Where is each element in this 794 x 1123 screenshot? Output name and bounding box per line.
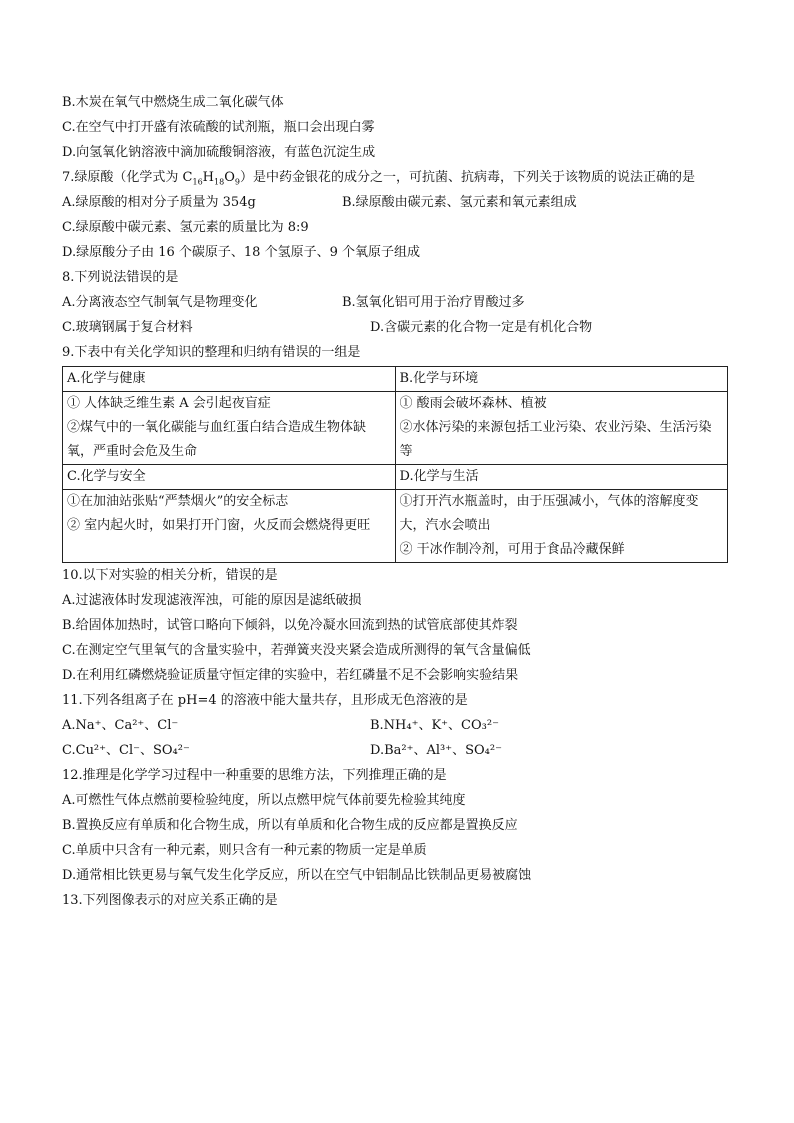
q9-c-item-1: ①在加油站张贴“严禁烟火”的安全标志 [67,494,289,509]
q12-stem: 12.推理是化学学习过程中一种重要的思维方法，下列推理正确的是 [62,768,447,783]
formula-subscript: 9 [234,177,240,187]
q8-option-a: A.分离液态空气制氧气是物理变化 [62,295,258,310]
q9-cell-a-body [63,392,396,465]
q10-option-b: B.给固体加热时，试管口略向下倾斜，以免冷凝水回流到热的试管底部使其炸裂 [62,618,518,633]
q10-option-d: D.在利用红磷燃烧验证质量守恒定律的实验中，若红磷量不足不会影响实验结果 [62,668,519,683]
formula-element: O [224,170,235,185]
q9-table [62,366,728,563]
q6-option-b: B.木炭在氧气中燃烧生成二氧化碳气体 [62,95,284,110]
q9-cell-b-body [395,392,728,465]
q12-option-d: D.通常相比铁更易与氧气发生化学反应，所以在空气中铝制品比铁制品更易被腐蚀 [62,868,532,883]
q10-stem: 10.以下对实验的相关分析，错误的是 [62,568,278,583]
q11-option-d: D.Ba²⁺、Al³⁺、SO₄²⁻ [370,743,502,758]
q8-options-ab [62,290,742,315]
q6-option-d: D.向氢氧化钠溶液中滴加硫酸铜溶液，有蓝色沉淀生成 [62,145,376,160]
q11-option-a: A.Na⁺、Ca²⁺、Cl⁻ [62,718,179,733]
q7-option-b: B.绿原酸由碳元素、氢元素和氧元素组成 [342,195,577,210]
q11-options-cd [62,738,742,763]
q7-option-d: D.绿原酸分子由 16 个碳原子、18 个氢原子、9 个氧原子组成 [62,245,420,260]
q12-option-b: B.置换反应有单质和化合物生成，所以有单质和化合物生成的反应都是置换反应 [62,818,518,833]
question-content [62,90,742,913]
q6-option-c: C.在空气中打开盛有浓硫酸的试剂瓶，瓶口会出现白雾 [62,120,375,135]
q8-option-d: D.含碳元素的化合物一定是有机化合物 [370,320,593,335]
q13-stem: 13.下列图像表示的对应关系正确的是 [62,893,278,908]
q9-cell-d-body [395,490,728,563]
q7-option-c: C.绿原酸中碳元素、氢元素的质量比为 8:9 [62,220,309,235]
q8-option-b: B.氢氧化铝可用于治疗胃酸过多 [342,295,525,310]
q7-stem-part: 7.绿原酸（化学式为 C [62,170,193,185]
q9-a-item-1: ① 人体缺乏维生素 A 会引起夜盲症 [67,396,271,411]
q12-option-a: A.可燃性气体点燃前要检验纯度，所以点燃甲烷气体前要先检验其纯度 [62,793,466,808]
q10-option-a: A.过滤液体时发现滤液浑浊，可能的原因是滤纸破损 [62,593,362,608]
q9-cell-d-head: D.化学与生活 [395,465,728,490]
q11-stem: 11.下列各组离子在 pH=4 的溶液中能大量共存，且形成无色溶液的是 [62,693,468,708]
q9-a-item-2: ②煤气中的一氧化碳能与血红蛋白结合造成生物体缺氧，严重时会危及生命 [67,420,367,459]
q9-c-item-2: ② 室内起火时，如果打开门窗，火反而会燃烧得更旺 [67,518,371,533]
q8-options-cd [62,315,742,340]
q8-stem: 8.下列说法错误的是 [62,270,179,285]
q7-options-ab [62,190,742,215]
q7-stem-part: ）是中药金银花的成分之一，可抗菌、抗病毒，下列关于该物质的说法正确的是 [239,170,695,185]
formula-subscript: 18 [214,177,225,187]
q11-option-b: B.NH₄⁺、K⁺、CO₃²⁻ [370,718,499,733]
q9-cell-c-head: C.化学与安全 [63,465,396,490]
q11-option-c: C.Cu²⁺、Cl⁻、SO₄²⁻ [62,743,190,758]
q9-d-item-2: ② 干冰作制冷剂，可用于食品冷藏保鲜 [399,542,625,557]
q10-option-c: C.在测定空气里氧气的含量实验中，若弹簧夹没夹紧会造成所测得的氧气含量偏低 [62,643,531,658]
q9-cell-a-head: A.化学与健康 [63,367,396,392]
q9-stem: 9.下表中有关化学知识的整理和归纳有错误的一组是 [62,345,361,360]
q7-option-a: A.绿原酸的相对分子质量为 354g [62,195,256,210]
q9-cell-b-head: B.化学与环境 [395,367,728,392]
q9-b-item-2: ②水体污染的来源包括工业污染、农业污染、生活污染等 [399,420,712,459]
formula-element: H [202,170,215,185]
q9-cell-c-body [63,490,396,563]
q11-options-ab [62,713,742,738]
q9-b-item-1: ① 酸雨会破坏森林、植被 [399,396,547,411]
formula-subscript: 16 [192,177,203,187]
q12-option-c: C.单质中只含有一种元素，则只含有一种元素的物质一定是单质 [62,843,427,858]
q8-option-c: C.玻璃钢属于复合材料 [62,320,193,335]
q9-d-item-1: ①打开汽水瓶盖时，由于压强减小，气体的溶解度变大，汽水会喷出 [399,494,699,533]
q7-stem [62,165,742,190]
